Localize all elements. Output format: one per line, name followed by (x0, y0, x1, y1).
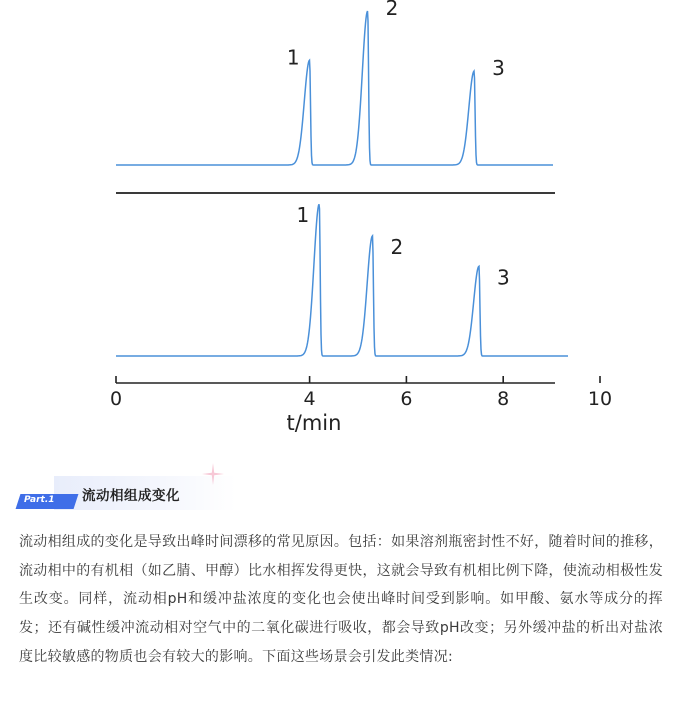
section-title: 流动相组成变化 (82, 488, 180, 504)
chromatogram-trace-top (116, 11, 553, 165)
x-axis-label: t/min (286, 411, 342, 435)
section-header (18, 468, 438, 518)
peak-label: 1 (296, 203, 310, 227)
peak-label: 2 (385, 0, 399, 20)
x-tick-label: 0 (109, 388, 123, 410)
peak-labels-top (287, 0, 505, 80)
part-tag-label: Part.1 (24, 495, 55, 505)
peak-label: 1 (286, 45, 300, 70)
peak-labels-bottom (297, 203, 510, 289)
body-paragraph: 流动相组成的变化是导致出峰时间漂移的常见原因。包括：如果溶剂瓶密封性不好，随着时间的推移，流动相中的有机相（如乙腈、甲醇）比水相挥发得更快，这就会导致有机相比例下降，使流动相极性发生改变。同样，流动相pH和缓冲盐浓度的变化也会使出峰时间受到影响。如甲酸、氨水等成分的挥发；还有碱性缓冲流动相对空气中的二氧化碳进行吸收，都会导致pH改变；另外缓冲盐的析出对盐浓度比较敏感的物质也会有较大的影响。下面这些场景会引发此类情况: (19, 534, 663, 665)
x-tick-label: 8 (497, 388, 510, 410)
x-axis-ticks (110, 376, 612, 410)
x-tick-label: 10 (587, 388, 613, 410)
peak-label: 3 (497, 265, 510, 290)
x-tick-label: 4 (303, 388, 316, 410)
peak-label: 2 (390, 234, 404, 259)
sparkle-icon (201, 462, 225, 486)
peak-label: 3 (492, 56, 505, 81)
x-tick-label: 6 (400, 388, 413, 410)
